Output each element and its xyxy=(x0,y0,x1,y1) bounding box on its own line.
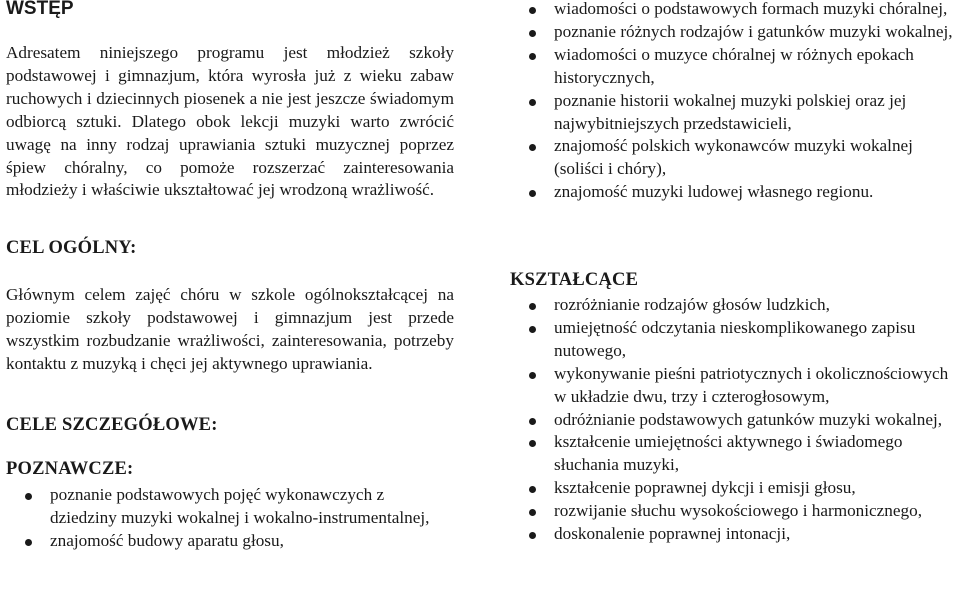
introduction-title: WSTĘP xyxy=(6,0,74,19)
cognitive-goals-list xyxy=(6,484,446,553)
list-item: poznanie różnych rodzajów i gatunków muzyki wokalnej, xyxy=(510,21,956,44)
list-item: wiadomości o muzyce chóralnej w różnych epokach historycznych, xyxy=(510,44,956,90)
list-item: wiadomości o podstawowych formach muzyki chóralnej, xyxy=(510,0,956,21)
list-item: odróżnianie podstawowych gatunków muzyki wokalnej, xyxy=(510,409,956,432)
detailed-goals-heading: CELE SZCZEGÓŁOWE: xyxy=(6,415,218,435)
formative-goals-list xyxy=(510,294,956,546)
list-item: rozróżnianie rodzajów głosów ludzkich, xyxy=(510,294,956,317)
list-item: wykonywanie pieśni patriotycznych i okolicznościowych w układzie dwu, trzy i czterogłosowym, xyxy=(510,363,956,409)
general-goal-heading: CEL OGÓLNY: xyxy=(6,238,137,258)
general-goal-paragraph: Głównym celem zajęć chóru w szkole ogólnokształcącej na poziomie szkoły podstawowej i gimnazjum jest przede wszystkim rozbudzanie wrażliwości, zainteresowania, potrzeby kontaktu z muzyką i chęci jej aktywnego uprawiania. xyxy=(6,285,454,373)
list-item: rozwijanie słuchu wysokościowego i harmonicznego, xyxy=(510,500,956,523)
list-item: znajomość polskich wykonawców muzyki wokalnej (soliści i chóry), xyxy=(510,135,956,181)
cognitive-goals-list-continued xyxy=(510,0,956,204)
list-item: doskonalenie poprawnej intonacji, xyxy=(510,523,956,546)
list-item: poznanie historii wokalnej muzyki polskiej oraz jej najwybitniejszych przedstawicieli, xyxy=(510,90,956,136)
list-item: poznanie podstawowych pojęć wykonawczych z dziedziny muzyki wokalnej i wokalno-instrumentalnej, xyxy=(6,484,446,530)
list-item: kształcenie umiejętności aktywnego i świadomego słuchania muzyki, xyxy=(510,431,956,477)
cognitive-goals-heading: POZNAWCZE: xyxy=(6,459,134,479)
list-item: umiejętność odczytania nieskomplikowanego zapisu nutowego, xyxy=(510,317,956,363)
list-item: znajomość budowy aparatu głosu, xyxy=(6,530,446,553)
introduction-paragraph: Adresatem niniejszego programu jest młodzież szkoły podstawowej i gimnazjum, która wyrosła już z wieku zabaw ruchowych i dziecinnych piosenek a nie jest jeszcze świadomym odbiorcą sztuki. Dlatego obok lekcji muzyki warto zwrócić uwagę na inny rodzaj uprawiania sztuki muzycznej poprzez śpiew chóralny, co pomoże rozszerzać zainteresowania młodzieży i właściwie ukształtować jej wrodzoną wrażliwość. xyxy=(6,43,454,200)
list-item: kształcenie poprawnej dykcji i emisji głosu, xyxy=(510,477,956,500)
list-item: znajomość muzyki ludowej własnego regionu. xyxy=(510,181,956,204)
formative-goals-heading: KSZTAŁCĄCE xyxy=(510,270,639,290)
